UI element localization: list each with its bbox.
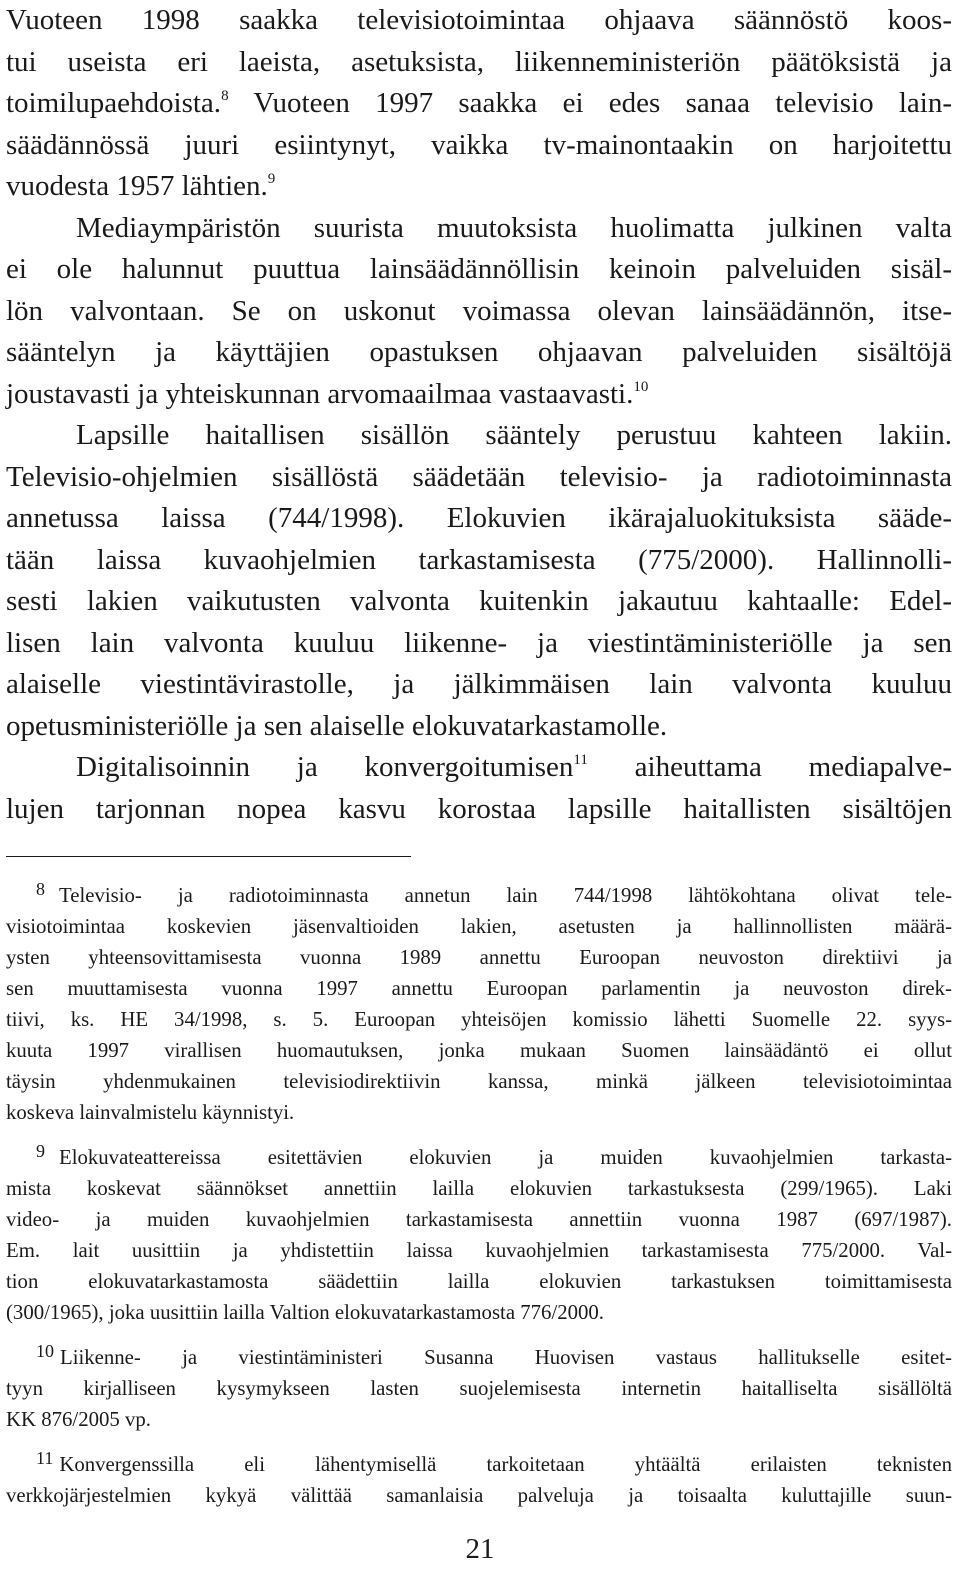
text-line: Televisio-ohjelmien sisällöstä säädetään televisio- ja radiotoiminnasta	[6, 460, 952, 493]
text-line: tui useista eri laeista, asetuksista, liikenneministeriön päätöksistä ja	[6, 45, 952, 78]
text-line: alaiselle viestintävirastolle, ja jälkimmäisen lain valvonta kuuluu	[6, 668, 952, 700]
footnote-text: Konvergenssilla eli lähentymisellä tarkoitetaan yhtäältä erilaisten teknisten	[59, 1453, 952, 1476]
text-line	[6, 83, 952, 125]
footnote-text: mista koskevat säännökset annettiin lailla elokuvien tarkastuksesta (299/1965). Laki	[6, 1177, 952, 1200]
page-number: 21	[465, 1533, 495, 1565]
footnote-text: Liikenne- ja viestintäministeri Susanna Huovisen vastaus hallitukselle esitet-	[60, 1346, 952, 1369]
footnote-text: tyyn kirjalliseen kysymykseen lasten suojelemisesta internetin haitalliselta sisällöltä	[6, 1377, 952, 1400]
paragraph-2	[6, 208, 952, 416]
text-segment: vuodesta 1957 lähtien.	[6, 170, 268, 202]
text-line: lön valvontaan. Se on uskonut voimassa olevan lainsäädännön, itse-	[6, 294, 952, 327]
text-line: ei ole halunnut puuttua lainsäädännöllisin keinoin palveluiden sisäl-	[6, 253, 952, 285]
footnote-text: ysten yhteensovittamisesta vuonna 1989 annettu Euroopan neuvoston direktiivi ja	[6, 946, 952, 969]
footnote-ref-9[interactable]: 9	[267, 171, 276, 187]
footnote-text: Televisio- ja radiotoiminnasta annetun lain 744/1998 lähtökohtana olivat tele-	[59, 884, 952, 907]
text-line: Vuoteen 1998 saakka televisiotoimintaa ohjaava säännöstö koos-	[6, 4, 952, 36]
text-segment: Vuoteen 1997 saakka ei edes sanaa televisio lain-	[228, 87, 952, 119]
text-segment: joustavasti ja yhteiskunnan arvomaailmaa vastaavasti.	[6, 377, 634, 410]
text-line: sesti lakien vaikutusten valvonta kuitenkin jakautuu kahtaalle: Edel-	[6, 585, 952, 617]
footnote-text: Elokuvateattereissa esitettävien elokuvien ja muiden kuvaohjelmien tarkasta-	[59, 1146, 952, 1169]
footnotes	[6, 880, 952, 1525]
text-line: Lapsille haitallisen sisällön sääntely perustuu kahteen lakiin.	[76, 419, 952, 451]
page	[6, 0, 952, 830]
text-line: Mediaympäristön suurista muutoksista huolimatta julkinen valta	[76, 211, 952, 244]
footnote-text: video- ja muiden kuvaohjelmien tarkastamisesta annettiin vuonna 1987 (697/1987).	[6, 1208, 952, 1231]
footnote-text: sen muuttamisesta vuonna 1997 annettu Euroopan parlamentin ja neuvoston direk-	[6, 977, 952, 1000]
footnote-8: 8 Televisio- ja radiotoiminnasta annetun lain 744/1998 lähtökohtana olivat tele- visiotoimintaa koskevien jäsenvaltioiden lakien, asetusten ja hallinnollisten määrä- ysten yhteensovittamisesta vuonna 1989 annettu Euroopan neuvoston direktiivi ja sen muuttamisesta vuonna 1997 annettu Euroopan parlamentin ja neuvoston direk- tiivi, ks. HE 34/1998, s. 5. Euroopan yhteisöjen komissio lähetti Suomelle 22. syys- kuuta 1997 virallisen huomautuksen, jonka mukaan Suomen lainsäädäntö ei ollut täysin yhdenmukainen televisiodirektiivin kanssa, minkä jälkeen televisiotoimintaa koskeva lainvalmistelu käynnistyi.	[6, 880, 952, 1128]
footnote-text: kuuta 1997 virallisen huomautuksen, jonka mukaan Suomen lainsäädäntö ei ollut	[6, 1039, 952, 1062]
footnote-text: visiotoimintaa koskevien jäsenvaltioiden lakien, asetusten ja hallinnollisten määrä-	[6, 915, 952, 938]
footnote-ref-10[interactable]: 10	[633, 378, 649, 395]
footnote-text: koskeva lainvalmistelu käynnistyi.	[6, 1101, 295, 1124]
text-line: tään laissa kuvaohjelmien tarkastamisesta (775/2000). Hallinnolli-	[6, 543, 952, 576]
text-line: säädännössä juuri esiintynyt, vaikka tv-mainontaakin on harjoitettu	[6, 128, 952, 161]
footnote-text: verkkojärjestelmien kykyä välittää samanlaisia palveluja ja toisaalta kuluttajille suun-	[6, 1484, 952, 1507]
footnote-text: KK 876/2005 vp.	[6, 1408, 151, 1431]
text-line: lujen tarjonnan nopea kasvu korostaa lapsille haitallisten sisältöjen	[6, 792, 952, 825]
body-text	[6, 0, 952, 830]
text-line: opetusministeriölle ja sen alaiselle elokuvatarkastamolle.	[6, 709, 668, 742]
paragraph-4	[6, 747, 952, 830]
text-segment: Digitalisoinnin ja konvergoitumisen	[76, 751, 574, 783]
text-line	[6, 374, 952, 416]
footnote-text: Em. lait uusittiin ja yhdistettiin laissa kuvaohjelmien tarkastamisesta 775/2000. Val-	[6, 1239, 952, 1262]
footnote-text: (300/1965), joka uusittiin lailla Valtion elokuvatarkastamosta 776/2000.	[6, 1301, 605, 1324]
footnote-text: tiivi, ks. HE 34/1998, s. 5. Euroopan yhteisöjen komissio lähetti Suomelle 22. syys-	[6, 1008, 952, 1031]
text-segment: toimilupaehdoista.	[6, 87, 222, 119]
footnote-text: tion elokuvatarkastamosta säädettiin lailla elokuvien tarkastuksen toimittamisesta	[6, 1270, 952, 1293]
footnote-text: täysin yhdenmukainen televisiodirektiivin kanssa, minkä jälkeen televisiotoimintaa	[6, 1070, 952, 1093]
text-line	[6, 166, 952, 208]
text-line	[6, 747, 952, 789]
footnote-9: 9 Elokuvateattereissa esitettävien elokuvien ja muiden kuvaohjelmien tarkasta- mista koskevat säännökset annettiin lailla elokuvien tarkastuksesta (299/1965). Laki video- ja muiden kuvaohjelmien tarkastamisesta annettiin vuonna 1987 (697/1987). Em. lait uusittiin ja yhdistettiin laissa kuvaohjelmien tarkastamisesta 775/2000. Val- tion elokuvatarkastamosta säädettiin lailla elokuvien tarkastuksen toimittamisesta (300/1965), joka uusittiin lailla Valtion elokuvatarkastamosta 776/2000.	[6, 1142, 952, 1328]
paragraph-3	[6, 415, 952, 747]
footnote-11: 11 Konvergenssilla eli lähentymisellä tarkoitetaan yhtäältä erilaisten teknisten verkkojärjestelmien kykyä välittää samanlaisia palveluja ja toisaalta kuluttajille suun-	[6, 1449, 952, 1511]
footnote-10: 10 Liikenne- ja viestintäministeri Susanna Huovisen vastaus hallitukselle esitet- tyyn kirjalliseen kysymykseen lasten suojelemisesta internetin haitalliselta sisällöltä KK 876/2005 vp.	[6, 1342, 952, 1435]
text-line: annetussa laissa (744/1998). Elokuvien ikärajaluokituksista sääde-	[6, 502, 952, 534]
footnote-separator	[6, 856, 411, 857]
footnote-ref-8[interactable]: 8	[221, 88, 229, 104]
text-line: lisen lain valvonta kuuluu liikenne- ja viestintäministeriölle ja sen	[6, 626, 952, 659]
text-segment: aiheuttama mediapalve-	[587, 751, 952, 783]
paragraph-1	[6, 0, 952, 208]
text-line: sääntelyn ja käyttäjien opastuksen ohjaavan palveluiden sisältöjä	[6, 336, 952, 368]
footnote-ref-11[interactable]: 11	[573, 752, 588, 768]
